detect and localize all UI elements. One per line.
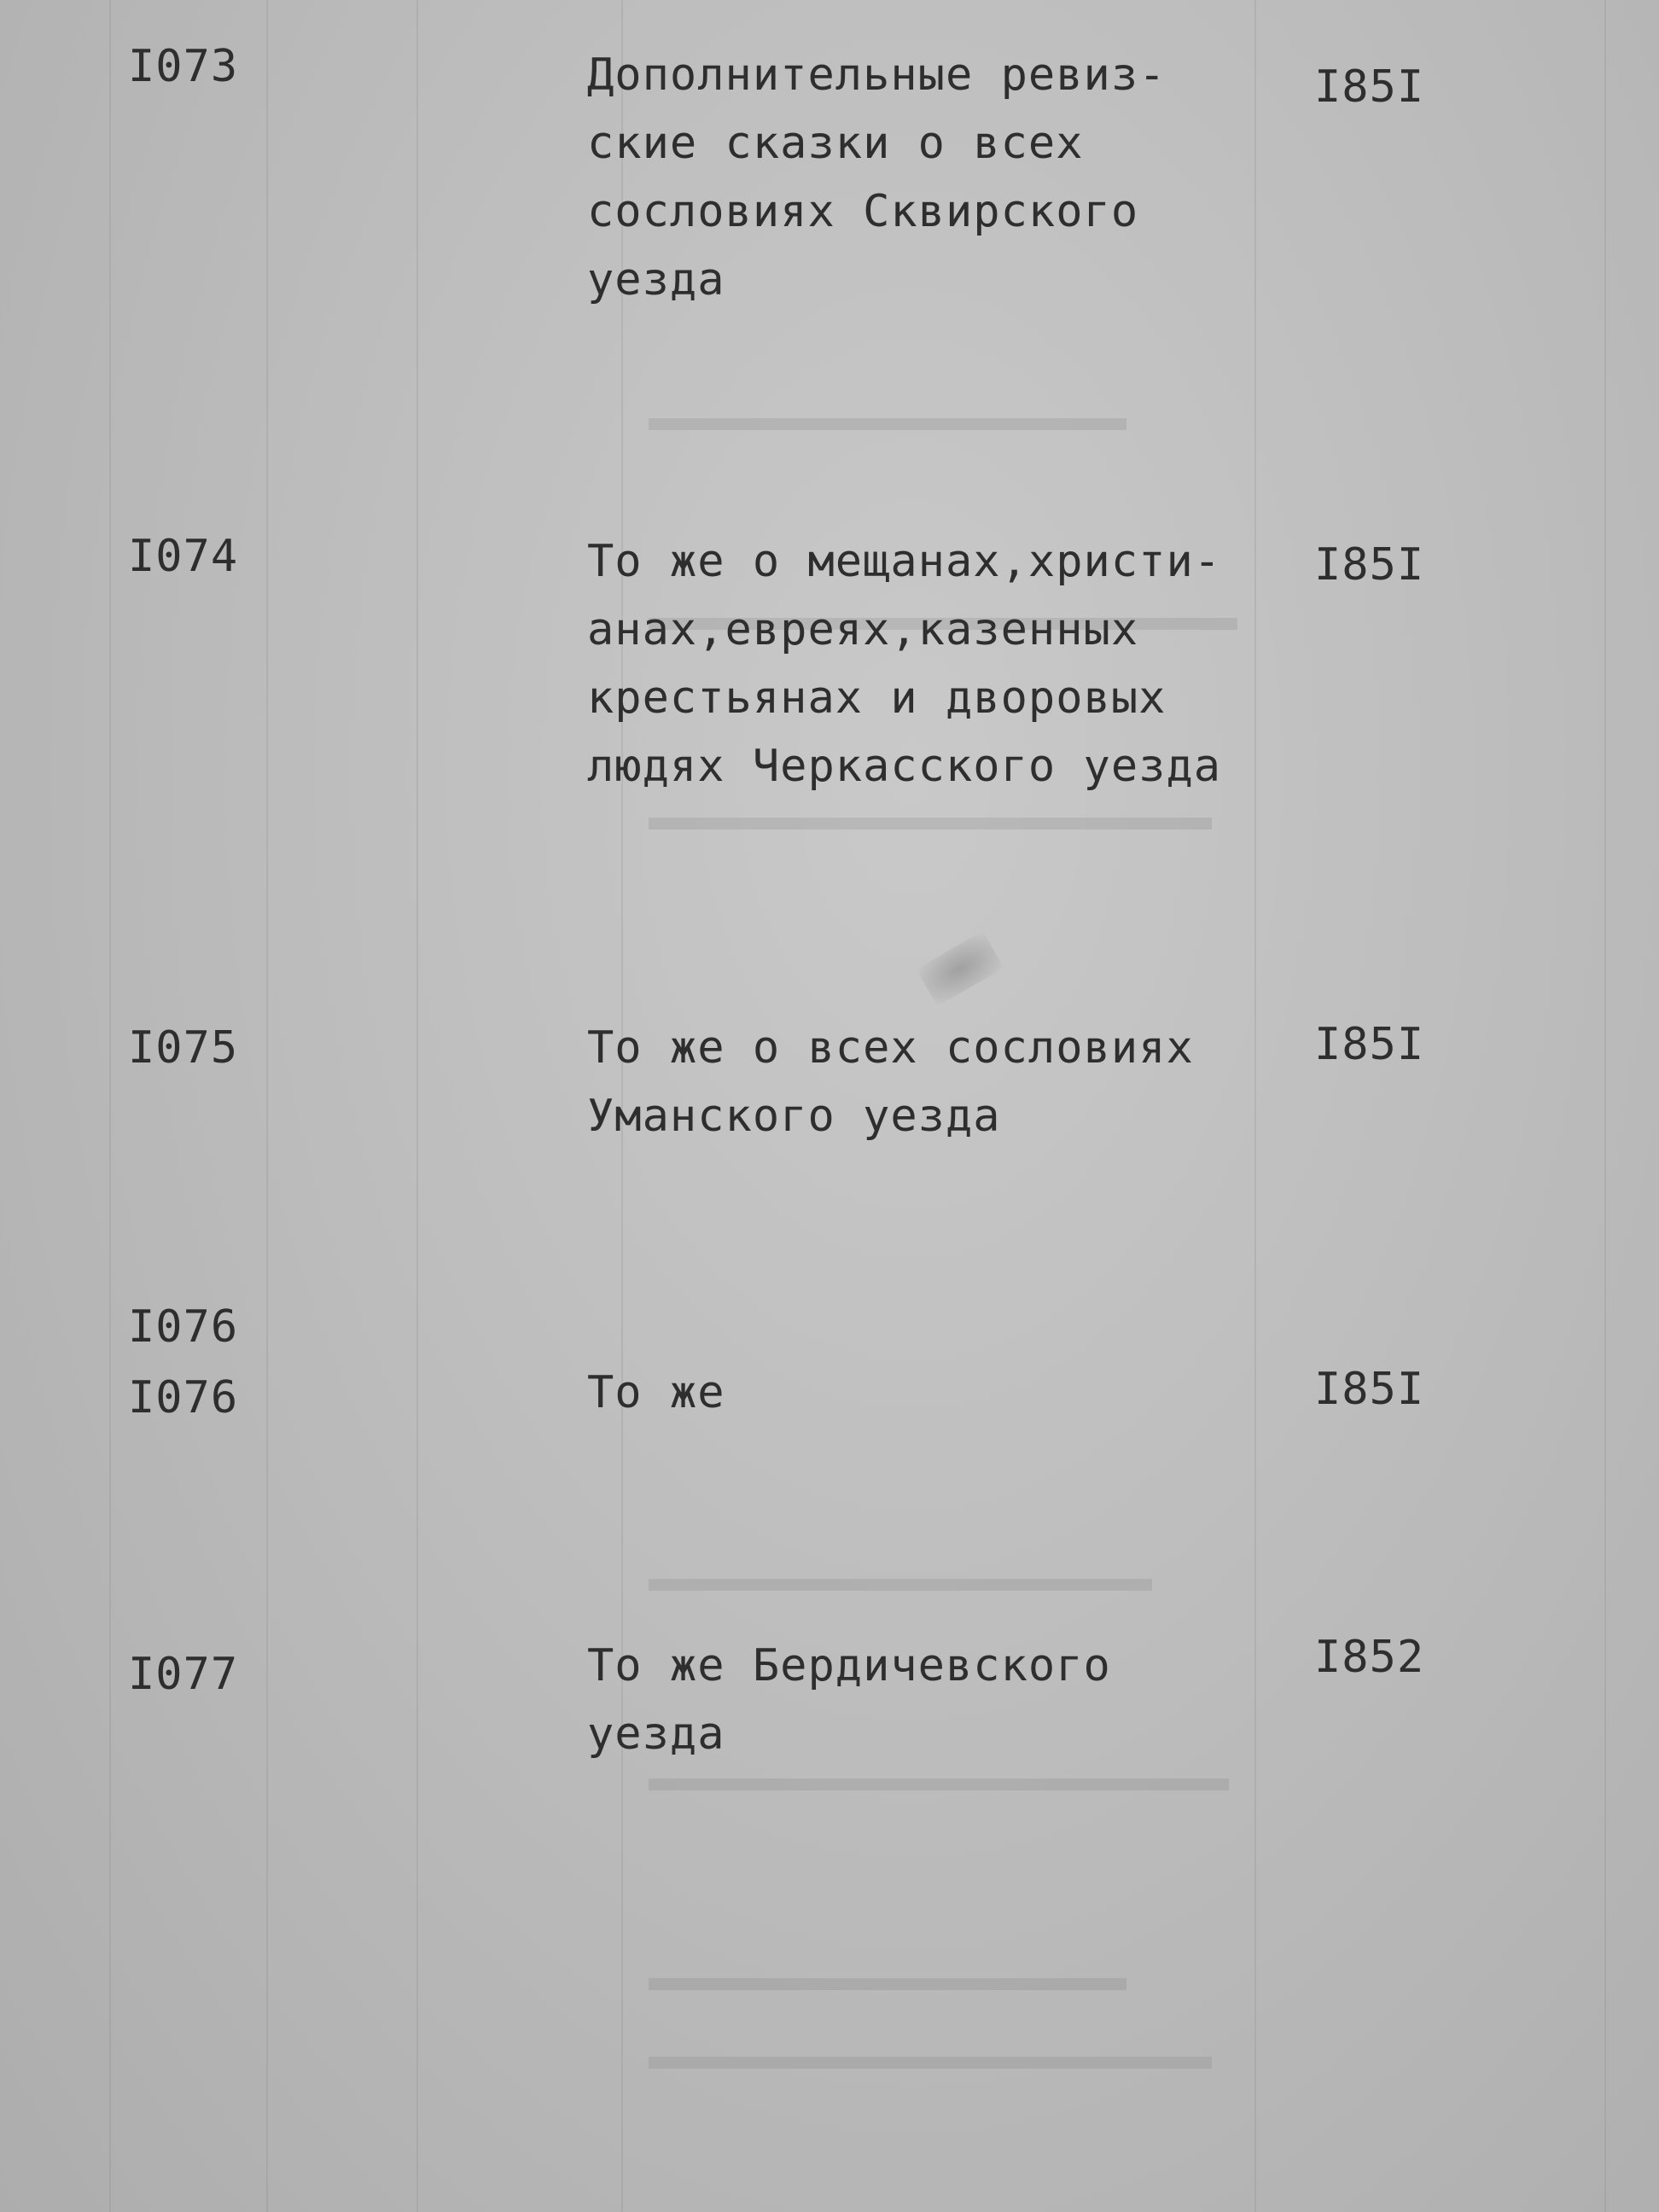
entry-description-line: крестьянах и дворовых <box>587 672 1167 724</box>
entry-number: I076 <box>128 1301 239 1353</box>
bleed-through-rule <box>1254 0 1256 2212</box>
entry-description-line: То же <box>587 1367 725 1418</box>
entry-number: I077 <box>128 1649 239 1700</box>
bleed-through-rule <box>266 0 268 2212</box>
bleed-through-rule <box>109 0 111 2212</box>
entry-number: I075 <box>128 1022 239 1074</box>
entry-description-line: людях Черкасского уезда <box>587 741 1222 792</box>
entry-year: I85I <box>1314 539 1425 591</box>
bleed-through-rule <box>416 0 418 2212</box>
bleed-through-text <box>649 1895 1246 2151</box>
entry-year: I85I <box>1314 1364 1425 1415</box>
entry-description-line: ские сказки о всех <box>587 118 1084 169</box>
bleed-through-text <box>649 256 1246 444</box>
entry-year: I85I <box>1314 61 1425 113</box>
entry-number: I073 <box>128 41 239 92</box>
entry-description-line: уезда <box>587 1708 725 1760</box>
entry-description-line: сословиях Сквирского <box>587 186 1139 237</box>
entry-description-line: То же о всех сословиях <box>587 1022 1194 1074</box>
entry-description-line: анах,евреях,казенных <box>587 604 1139 655</box>
bleed-through-rule <box>1604 0 1606 2212</box>
entry-number: I076 <box>128 1372 239 1423</box>
entry-description-line: То же о мещанах,христи- <box>587 536 1222 587</box>
entry-description-line: Дополнительные ревиз- <box>587 49 1167 101</box>
entry-description-line: уезда <box>587 254 725 306</box>
entry-description-line: То же Бердичевского <box>587 1640 1111 1691</box>
bleed-through-text <box>649 1417 1246 1639</box>
entry-number: I074 <box>128 531 239 582</box>
entry-year: I852 <box>1314 1632 1425 1683</box>
entry-year: I85I <box>1314 1019 1425 1070</box>
entry-description-line: Уманского уезда <box>587 1091 1001 1142</box>
